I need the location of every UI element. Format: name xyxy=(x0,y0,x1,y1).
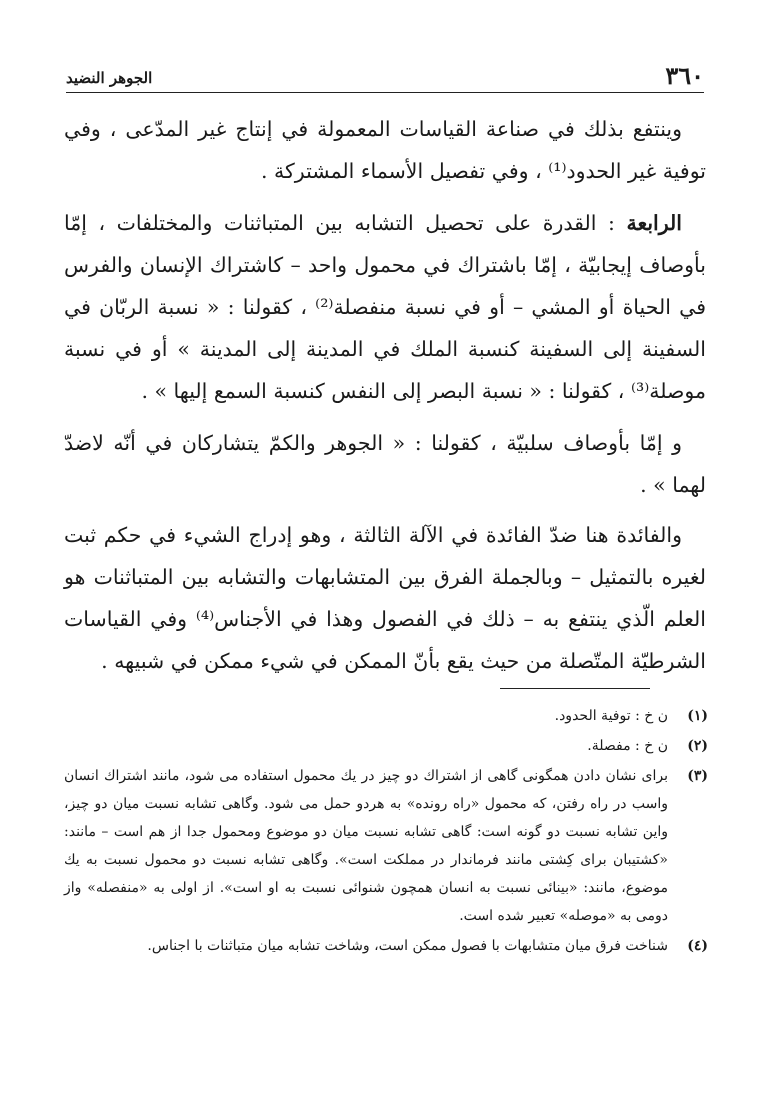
footnote-1 xyxy=(64,702,708,730)
footnote-2 xyxy=(64,732,708,760)
footnote-text: براى نشان دادن همگونى گاهى از اشتراك دو چيز در يك محمول استفاده مى شود، مانند اشتراك انسان واسب در راه رفتن، كه محمول «راه رونده» به هردو حمل مى شود. وگاهى تشابه نسبت ميان دو چيز، واين تشابه نسبت دو گونه است: گاهى تشابه نسبت ميان دو موضوع ومحمول جدا از هم است – مانند: «كشتيبان براى كِشتى مانند فرماندار در مملكت است». وگاهى تشابه نسبت دو محمول نسبت به يك موضوع، مانند: «بينائى نسبت به انسان همچون شنوائى نسبت به او است». از اولى به «منفصله» واز دومى به «موصله» تعبير شده است. xyxy=(64,768,668,924)
page-header xyxy=(66,62,704,93)
paragraph-3: و إمّا بأوصاف سلبيّة ، كقولنا : « الجوهر والكمّ يتشاركان في أنّه لاضدّ لهما » . xyxy=(64,431,706,497)
footnote-text: ن خ : توفية الحدود. xyxy=(554,708,668,724)
footnote-divider xyxy=(500,688,650,689)
paragraph-4: والفائدة هنا ضدّ الفائدة في الآلة الثالثة ، وهو إدراج الشيء في حكم ثبت لغيره بالتمثيل – وبالجملة الفرق بين المتشابهات والتشابه بين المتباثنات هو العلم الّذي ينتفع به – ذلك في الفصول وهذا في الأجناس⁽⁴⁾ وفي القياسات الشرطيّة المتّصلة من حيث يقع بأنّ الممكن في شيء ممكن في شبيهه . xyxy=(64,523,706,673)
running-title: الجوهر النضيد xyxy=(66,69,153,87)
footnote-3 xyxy=(64,762,708,930)
main-text xyxy=(64,108,706,692)
paragraph-2 xyxy=(64,202,706,412)
footnotes xyxy=(64,702,708,962)
footnote-number: (٤) xyxy=(687,938,708,954)
page-number: ٣٦٠ xyxy=(665,61,704,90)
footnote-text: ن خ : مفصلة. xyxy=(587,738,668,754)
paragraph-2-text: : القدرة على تحصيل التشابه بين المتباثنات والمختلفات ، إمّا بأوصاف إيجابيّة ، إمّا باشتراك في محمول واحد – كاشتراك الإنسان والفرس في الحياة أو المشي – أو في نسبة منفصلة⁽²⁾ ، كقولنا : « نسبة الربّان في السفينة إلى السفينة كنسبة الملك في المدينة إلى المدينة » أو في نسبة موصلة⁽³⁾ ، كقولنا : « نسبة البصر إلى النفس كنسبة السمع إليها » . xyxy=(64,211,706,403)
footnote-number: (٢) xyxy=(687,738,708,754)
section-lead-word: الرابعة xyxy=(626,211,682,235)
footnote-text: شناخت فرق ميان متشابهات با فصول ممكن است، وشاخت تشابه ميان متباثنات با اجناس. xyxy=(147,938,668,954)
footnote-4 xyxy=(64,932,708,960)
footnote-number: (١) xyxy=(687,708,708,724)
paragraph-1: وينتفع بذلك في صناعة القياسات المعمولة في إنتاج غير المدّعى ، وفي توفية غير الحدود⁽¹⁾ ، وفي تفصيل الأسماء المشتركة . xyxy=(64,117,706,183)
footnote-number: (٣) xyxy=(687,768,708,784)
